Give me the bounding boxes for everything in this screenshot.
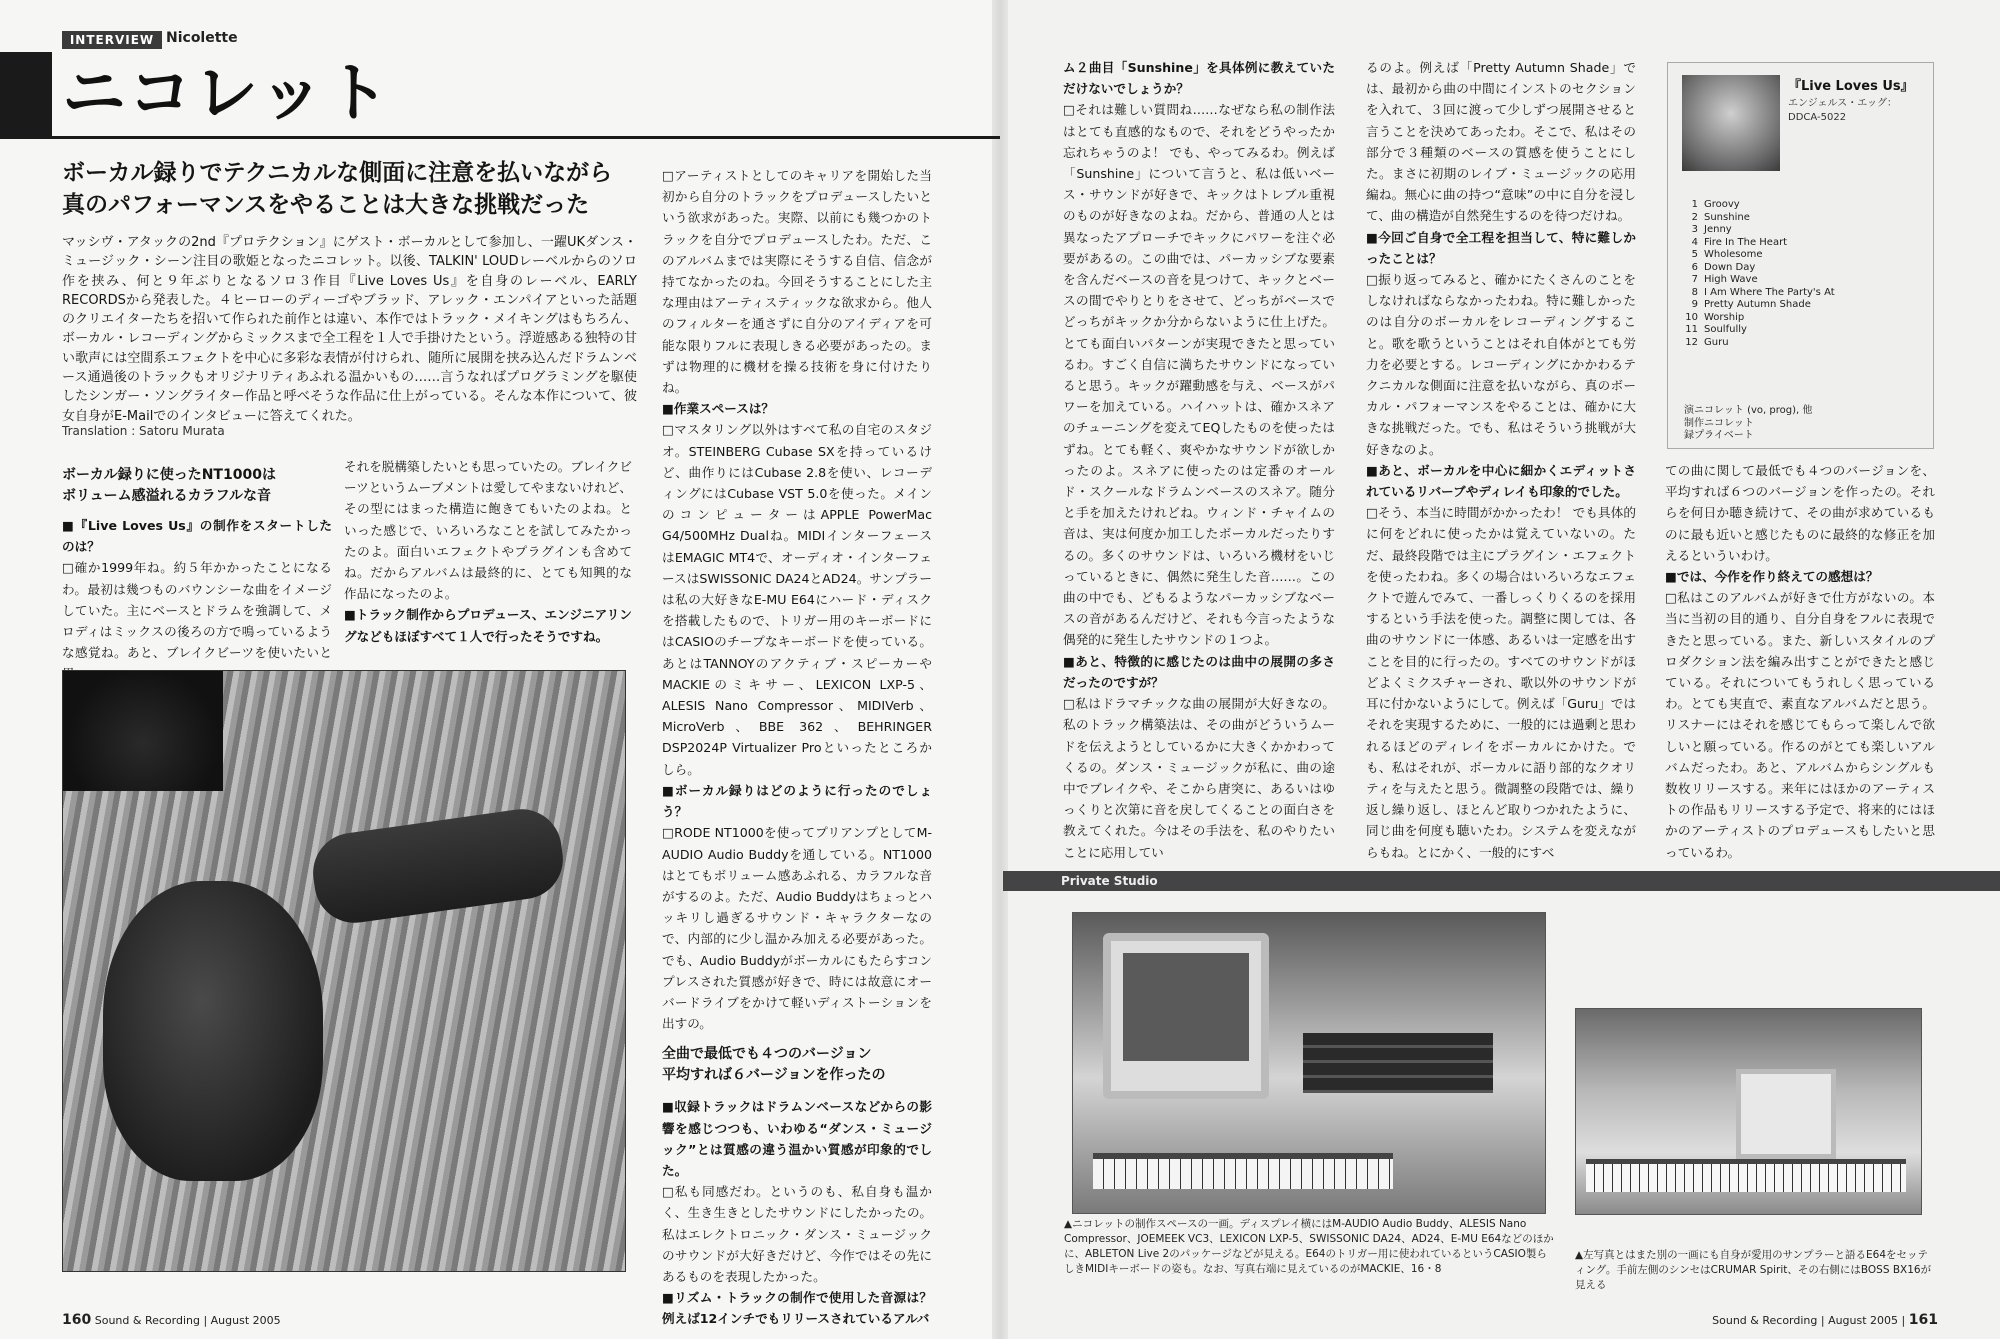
column-6 bbox=[1665, 460, 1935, 863]
answer: それを脱構築したいとも思っていたの。ブレイクビーツというムーブメントは愛してやまないけれど、その型にはまった構造に飽きてもいたのよね。といった感じで、いろいろなことを試してみたかったのよ。面白いエフェクトやプラグインも含めてね。だからアルバムは最終的に、とても知興的な作品になったのよ。 bbox=[344, 459, 632, 602]
question: ■『Live Loves Us』の制作をスタートしたのは？ bbox=[62, 518, 332, 555]
column-1 bbox=[62, 465, 332, 685]
credit-producer: 制作ニコレット bbox=[1684, 417, 1754, 429]
synth-keyboard bbox=[1586, 1159, 1906, 1192]
photo-face bbox=[103, 881, 323, 1181]
subheading-line-2: 平均すれば６バージョンを作ったの bbox=[662, 1067, 886, 1084]
track-item: 5 Wholesome bbox=[1691, 249, 1763, 260]
translation-credit: Translation : Satoru Murata bbox=[62, 424, 225, 438]
subheading-line-1: 全曲で最低でも４つのバージョン bbox=[662, 1046, 872, 1063]
artist-name-english: Nicolette bbox=[166, 30, 238, 46]
answer: □確か1999年ね。約５年かかったことになるわ。最初は幾つものバウンシーな曲をイメージしていた。主にベースとドラムを強調して、メロディはミックスの後ろの方で鳴っているような感覚ね。あと、ブレイクビーツを使いたいと bbox=[62, 560, 332, 661]
bleed-through-text bbox=[1600, 40, 1980, 60]
answer: □私はドラマチックな曲の展開が大好きなの。私のトラック構築法は、その曲がどういうムードを伝えようとしているかに大きくかかわってくるの。ダンス・ミュージックが私に、曲の途中でブレイクや、そこから唐突に、あるいはゆっくりと次第に音を戻してくることの面白さを教えてくれた。今はその手法を、私のやりたいことに応用してい bbox=[1063, 696, 1335, 860]
photo-hair bbox=[63, 671, 223, 791]
column-2 bbox=[344, 456, 632, 647]
page-number-left: 160 bbox=[62, 1312, 92, 1328]
page-number-right: 161 bbox=[1908, 1312, 1938, 1328]
track-item: 6 Down Day bbox=[1691, 261, 1756, 273]
track-item: 12 Guru bbox=[1685, 336, 1729, 348]
question: ■あと、特徴的に感じたのは曲中の展開の多さだったのですが？ bbox=[1063, 653, 1335, 690]
question: ■トラック制作からプロデュース、エンジニアリングなどもほぼすべて１人で行ったそうですね。 bbox=[344, 607, 632, 644]
track-item: 3 Jenny bbox=[1691, 224, 1732, 235]
photo-arm bbox=[308, 804, 568, 928]
lead-line-1: ボーカル録りでテクニカルな側面に注意を払いながら bbox=[62, 160, 613, 186]
question: ■ボーカル録りはどのように行ったのでしょう？ bbox=[662, 782, 932, 820]
album-title: 『Live Loves Us』 bbox=[1788, 79, 1914, 94]
column-4 bbox=[1063, 57, 1335, 863]
question: ■あと、ボーカルを中心に細かくエディットされているリバーブやディレイも印象的でした。 bbox=[1366, 462, 1636, 500]
answer: るのよ。例えば「Pretty Autumn Shade」では、最初から曲の中間にインストのセクションを入れて、３回に渡って少しずつ展開させると言うことを決めてあったわ。そこで、私はその部分で３種類のベースの質感を使うことにした。まさに初期のレイブ・ミュージックの応用編ね。無心に曲の持つ“意味”の中に自分を浸して、曲の構造が自然発生するのを待つだけね。 bbox=[1366, 60, 1636, 224]
lead-line-2: 真のパフォーマンスをやることは大きな挑戦だった bbox=[62, 192, 590, 218]
question: ■作業スペースは？ bbox=[662, 401, 775, 417]
bleed-through-text bbox=[360, 40, 980, 150]
midi-keyboard bbox=[1093, 1153, 1393, 1189]
credit-performer: 演ニコレット (vo, prog), 他 bbox=[1684, 405, 1813, 416]
track-item: 1 Groovy bbox=[1691, 199, 1740, 210]
folio-text-left: Sound & Recording | August 2005 bbox=[94, 1314, 281, 1327]
answer: ての曲に関して最低でも４つのバージョンを、平均すれば６つのバージョンを作ったの。それらを何日か聴き続けて、その曲が求めているものに最も近いと感じたものに最終的な修正を加えるといういわけ。 bbox=[1665, 463, 1935, 563]
rack-equipment bbox=[1303, 1033, 1493, 1093]
question: ■リズム・トラックの制作で使用した音源は？例えば12インチでもリリースされているアルバ bbox=[662, 1290, 932, 1327]
track-item: 4 Fire In The Heart bbox=[1691, 236, 1788, 248]
answer: □RODE NT1000を使ってプリアンプとしてM-AUDIO Audio Buddyを通している。NT1000はとてもボリューム感あふれる、カラフルな音がするのよ。ただ、Audio Buddyはちょっとハッキリし過ぎるサウンド・キャラクターなので、内部的に少し温かみ加える必要があった。でも、Audio Buddyがボーカルにもたらすコンプレスされた質感が好きで、時には故意にオーバードライブをかけて軽いディストーションを出すの。 bbox=[662, 825, 932, 1032]
question: ■今回ご自身で全工程を担当して、特に難しかったことは？ bbox=[1366, 229, 1636, 266]
track-item: 7 High Wave bbox=[1691, 274, 1758, 285]
album-credits bbox=[1684, 405, 1812, 443]
section-tag: INTERVIEW bbox=[62, 31, 162, 49]
album-label: エンジェルス・エッグ： bbox=[1788, 98, 1898, 109]
answer: □アーティストとしてのキャリアを開始した当初から自分のトラックをプロデュースしたいという欲求があった。実際、以前にも幾つかのトラックを自分でプロデュースしたわ。ただ、このアルバムまでは実際にそうする自信、信念が持てなかったのね。今回そうすることにした主な理由はアーティスティックな欲求から。他人のフィルターを通さずに自分のアイディアを可能な限りフルに表現しきる必要があったの。まずは物理的に機材を操る技術を身に付けたりね。 bbox=[662, 168, 932, 396]
credit-recording: 録プライベート bbox=[1684, 430, 1754, 441]
album-cover-image bbox=[1682, 75, 1780, 171]
album-label-info bbox=[1788, 97, 1897, 125]
track-item: 10 Worship bbox=[1685, 311, 1745, 323]
studio-caption-2: ▲左写真とはまた別の一画にも自身が愛用のサンプラーと語るE64をセッティング。手前左側のシンセはCRUMAR Spirit、その右側にはBOSS BX16が見える bbox=[1575, 1249, 1932, 1291]
answer: □私はこのアルバムが好きで仕方がないの。本当に当初の目的通り、自分自身をフルに表現できたと思っている。また、新しいスタイルのプロダクション法を編み出すことができたと感じている。それについてもうれしく思っているわ。とても実直で、素直なアルバムだと思う。リスナーにはそれを感じてもらって楽しんで欲しいと願っている。作るのがとても楽しいアルバムだったわ。あと、アルバムからシングルも数枚リリースする。来年にはほかのアーティストの作品もリリースする予定で、将来的にはほかのアーティストのプロデュースもしたいと思っているわ。 bbox=[1665, 590, 1935, 860]
title-accent-bar bbox=[0, 52, 52, 136]
intro-paragraph: マッシヴ・アタックの2nd『プロテクション』にゲスト・ボーカルとして参加し、一躍UKダンス・ミュージック・シーン注目の歌姫となったニコレット。以後、TALKIN' LOUDレーベルからのソロ作を挟み、何と９年ぶりとなるソロ３作目『Live Loves Us』を自身のレーベル、EARLY RECORDSから発表した。４ヒーローのディーゴやブラッド、アレック・エンパイアといった話題のクリエイターたちを招いて作られた前作とは違い、本作ではトラック・メイキングはもちろん、ボーカル・レコーディングからミックスまで全工程を１人で手掛けたという。浮遊感ある独特の甘い歌声には空間系エフェクトを中心に多彩な表情が付けられ、随所に展開を挟み込んだドラムンベース通過後のトラックもオリジナリティあふれる温かいもの……言うなればプログラミングを駆使したシンガー・ソングライター作品と呼べそうな作品に仕上がっている。そんな本作について、彼女自身がE-Mailでのインタビューに答えてくれた。 bbox=[62, 235, 637, 424]
answer: □そう、本当に時間がかかったわ！ でも具体的に何をどれに使ったかは覚えていないの。ただ、最終段階では主にプラグイン・エフェクトを使ったわね。多くの場合はいろいろなエフェクトで遊んでみて、一番しっくりくるのを採用するという手法を使った。調整に関しては、各曲のサウンドに一体感、あるいは一定感を出すことを目的に行ったの。すべてのサウンドがほどよくミクスチャーされ、歌以外のサウンドが耳に付かないようにして。例えば「Guru」ではそれを実現するために、一般的には過剰と思われるほどのディレイをボーカルにかけた。でも、私はそれが、ボーカルに語り部的なクオリティを与えたと思う。微調整の段階では、繰り返し繰り返し、ほとんど取りつかれたように、同じ曲を何度も聴いたわ。システムを変えながらもね。とにかく、一般的にすべ bbox=[1366, 505, 1636, 860]
folio-right bbox=[1712, 1312, 1938, 1328]
column-3 bbox=[662, 165, 932, 1330]
lead-headline bbox=[62, 157, 622, 221]
section-header-private-studio: Private Studio bbox=[1003, 871, 2000, 891]
crt-monitor bbox=[1103, 933, 1269, 1099]
article-title: ニコレット bbox=[62, 57, 392, 131]
studio-photo-2 bbox=[1575, 1008, 1922, 1215]
track-list bbox=[1684, 199, 1835, 349]
album-catalog-number: DDCA-5022 bbox=[1788, 112, 1847, 123]
answer: □振り返ってみると、確かにたくさんのことをしなければならなかったわね。特に難しかったのは自分のボーカルをレコーディングすること。歌を歌うということはそれ自体がとても労力を必要とする。レコーディングにかかわるテクニカルな側面に注意を払いながら、真のボーカル・パフォーマンスをやることは、確かに大きな挑戦だった。でも、私はそういう挑戦が大好きなのよ。 bbox=[1366, 272, 1636, 457]
answer: □私も同感だわ。というのも、私自身も温かく、生き生きとしたサウンドにしたかったの。私はエレクトロニック・ダンス・ミュージックのサウンドが大好きだけど、今作ではその先にあるものを表現したかった。 bbox=[662, 1184, 932, 1284]
folio-text-right: Sound & Recording | August 2005 | bbox=[1712, 1314, 1906, 1327]
column-5 bbox=[1366, 57, 1636, 863]
question: ム２曲目「Sunshine」を具体例に教えていただけないでしょうか？ bbox=[1063, 60, 1335, 97]
question: ■収録トラックはドラムンベースなどからの影響を感じつつも、いわゆる“ダンス・ミュージック”とは質感の違う温かい質感が印象的でした。 bbox=[662, 1099, 932, 1178]
studio-caption-1: ▲ニコレットの制作スペースの一画。ディスプレイ横にはM-AUDIO Audio Buddy、ALESIS Nano Compressor、JOEMEEK VC3、LEXICON LXP-5、SWISSONIC DA24、AD24、E-MU E64などのほかに、ABLETON Live 2のパッケージなどが見える。E64のトリガー用に使われているというCASIO製らしきMIDIキーボードの姿も。なお、写真右端に見えているのがMACKIE、16・8 bbox=[1064, 1218, 1554, 1275]
page-gutter bbox=[992, 0, 1008, 1339]
question: ■では、今作を作り終えての感想は？ bbox=[1665, 569, 1879, 585]
answer: □マスタリング以外はすべて私の自宅のスタジオ。STEINBERG Cubase SXを持っているけど、曲作りにはCubase 2.8を使い、レコーディングにはCubase VST 5.0を使った。メインのコンピューターはAPPLE PowerMac G4/500MHz Dualね。MIDIインターフェースはEMAGIC MT4で、オーディオ・インターフェースはSWISSONIC DA24とAD24。サンプラーは私の大好きなE-MU E64にハード・ディスクを搭載したもので、トリガー用のキーボードにはCASIOのチープなキーボードを使っている。あとはTANNOYのアクティブ・スピーカーやMACKIEのミキサー、LEXICON LXP-5、ALESIS Nano Compressor、MIDIVerb、MicroVerb、BBE 362、BEHRINGER DSP2024P Virtualizer Proといったところかしら。 bbox=[662, 422, 932, 777]
studio-photo-1 bbox=[1072, 912, 1546, 1214]
track-item: 8 I Am Where The Party's At bbox=[1691, 286, 1835, 298]
nicolette-portrait-photo bbox=[62, 670, 626, 1272]
subheading-line-2: ボリューム感溢れるカラフルな音 bbox=[62, 488, 272, 504]
header-rule bbox=[0, 136, 1000, 139]
track-item: 9 Pretty Autumn Shade bbox=[1691, 299, 1811, 310]
track-item: 2 Sunshine bbox=[1691, 211, 1750, 223]
album-info-box bbox=[1667, 62, 1934, 449]
crt-monitor bbox=[1736, 1069, 1836, 1159]
subheading-line-1: ボーカル録りに使ったNT1000は bbox=[62, 467, 276, 483]
folio-left bbox=[62, 1312, 281, 1328]
answer: □それは難しい質問ね……なぜなら私の制作法はとても直感的なもので、それをどうやったか忘れちゃうのよ！ でも、やってみるわ。例えば「Sunshine」について言うと、私は低いベース・サウンドが好きで、キックはトレブル重視のものが好きなのよね。だから、普通の人とは異なったアプローチでキックにパワーを注ぐ必要があるの。この曲では、パーカッシブな要素を含んだベースの音を見つけて、キックとベースの間でやりとりをさせて、どっちがベースでどっちがキックか分からないように仕上げた。とても面白いパターンが実現できたと思っているわ。すごく自信に満ちたサウンドになっていると思う。キックが躍動感を与え、ベースがパワーを加えている。ハイハットは、確かスネアのチューニングを変えてEQしたものを使ったはずね。とても軽く、爽やかなサウンドが欲しかったのよ。スネアに使ったのは定番のオールド・スクールなドラムンベースのスネア。随分と手を加えたけれどね。ウィンド・チャイムの音は、実は何度か加工したボーカルだったりするの。多くのサウンドは、いろいろ機材をいじっているときに、偶然に発生した音……。この曲の中でも、どもるようなパーカッシブなベースの音があるんだけど、それも今言ったような偶発的に発生したサウンドの１つよ。 bbox=[1063, 102, 1335, 648]
track-item: 11 Soulfully bbox=[1685, 324, 1747, 335]
